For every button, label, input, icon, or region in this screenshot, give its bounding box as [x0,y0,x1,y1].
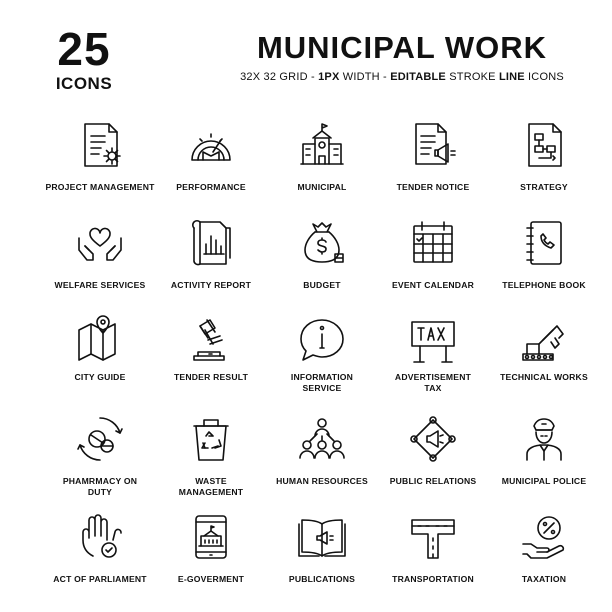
icon-label [371,372,495,393]
icon-label-line: E-GOVERMENT [177,574,245,584]
gavel-icon [186,316,236,366]
icon-label-line: CITY GUIDE [74,372,126,382]
icon-label-line: BUDGET [303,280,341,290]
hands-heart-icon [75,218,125,268]
icon-label-line: ACT OF PARLIAMENT [53,574,147,584]
calendar-icon [408,218,458,268]
icon-label-line: MUNICIPAL [297,182,347,192]
excavator-icon [519,316,569,366]
icon-count-label: ICONS [55,74,113,93]
tax-billboard-icon [408,316,458,366]
icon-label-line: TECHNICAL WORKS [500,372,588,382]
report-chart-icon [186,218,236,268]
icon-label-line: PERFORMANCE [176,182,246,192]
icon-label [260,476,384,487]
icon-label-line: TRANSPORTATION [392,574,474,584]
icon-label-line: TELEPHONE BOOK [502,280,586,290]
icon-label [482,476,606,487]
page-subtitle: 32X 32 GRID - 1PX WIDTH - EDITABLE STROKE LINE ICONS [240,71,564,83]
icon-label-line: PUBLICATIONS [288,574,356,584]
icon-label-line: WELFARE SERVICES [54,280,146,290]
recycle-bin-icon [186,414,236,464]
icon-label-line: TAX [424,382,442,393]
money-bag-icon [297,218,347,268]
icon-label-line: INFORMATION [290,372,354,382]
icon-label-line: PHAMRMACY ON [62,476,138,486]
document-gear-icon [75,120,125,170]
icon-label-line: TENDER NOTICE [396,182,470,192]
open-book-megaphone-icon [297,512,347,562]
icon-label-line: DUTY [87,486,113,497]
megaphone-network-icon [408,414,458,464]
phone-book-icon [519,218,569,268]
icon-label-line: STRATEGY [520,182,568,192]
tablet-building-icon [186,512,236,562]
speedometer-icon [186,120,236,170]
icon-label [149,372,273,383]
icon-label [38,182,162,193]
pills-cycle-icon [75,414,125,464]
hand-check-icon [75,512,125,562]
icon-label [371,182,495,193]
icon-label-line: WASTE [195,476,227,486]
icon-label [38,280,162,291]
icon-label [149,574,273,585]
municipal-building-icon [297,120,347,170]
icon-label [149,280,273,291]
icon-label-line: HUMAN RESOURCES [276,476,368,486]
map-pin-icon [75,316,125,366]
icon-label [260,372,384,393]
icon-label-line: ACTIVITY REPORT [170,280,252,290]
icon-label [371,476,495,487]
icon-label [371,280,495,291]
police-officer-icon [519,414,569,464]
icon-label [260,574,384,585]
icon-label [260,182,384,193]
flowchart-document-icon [519,120,569,170]
icon-label-line: EVENT CALENDAR [391,280,475,290]
icon-label [371,574,495,585]
icon-label [38,574,162,585]
icon-label-line: TENDER RESULT [173,372,249,382]
icon-label [482,182,606,193]
icon-label-line: ADVERTISEMENT [394,372,472,382]
icon-label-line: PROJECT MANAGEMENT [45,182,155,192]
icon-label [482,574,606,585]
page-title: MUNICIPAL WORK [256,30,548,65]
icon-label [482,372,606,383]
icon-label-line: TAXATION [521,574,567,584]
icon-count: 25 [57,23,111,75]
road-junction-icon [408,512,458,562]
icon-label [260,280,384,291]
icon-label [149,182,273,193]
people-network-icon [297,414,347,464]
icon-label-line: MANAGEMENT [178,486,244,497]
icon-label [482,280,606,291]
icon-label [38,372,162,383]
icon-label-line: PUBLIC RELATIONS [389,476,477,486]
icon-label-line: SERVICE [302,382,342,393]
document-megaphone-icon [408,120,458,170]
icon-label [38,476,162,497]
icon-label [149,476,273,497]
hand-percent-coin-icon [519,512,569,562]
info-bubble-icon [297,316,347,366]
icon-label-line: MUNICIPAL POLICE [501,476,587,486]
